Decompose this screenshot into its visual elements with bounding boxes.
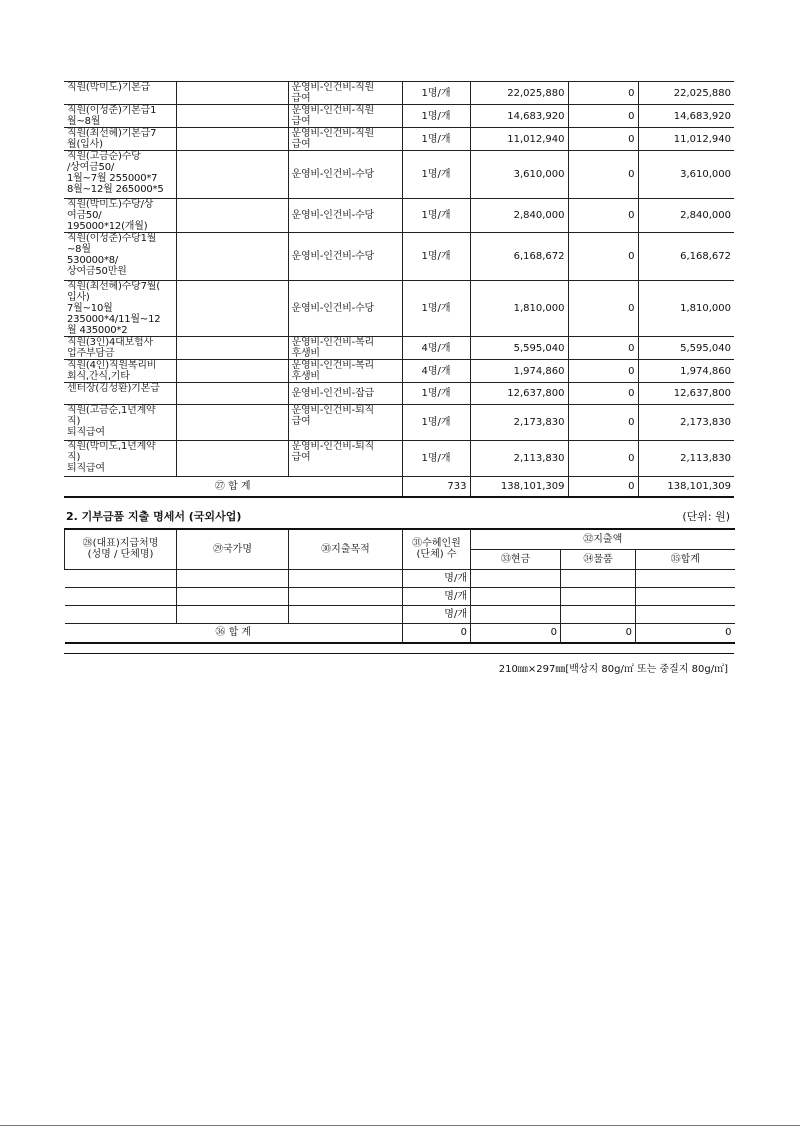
item-label: 직원(최선혜)기본급7 월(입사)	[64, 128, 176, 151]
paper-spec: 210㎜×297㎜[백상지 80g/㎡ 또는 중질지 80g/㎡]	[498, 664, 728, 675]
account-cell: 운영비-인건비-직원 급여	[288, 105, 402, 128]
total-goods: 0	[568, 477, 638, 497]
table-row	[64, 82, 734, 105]
blank-cell	[176, 82, 288, 105]
table-row	[64, 337, 734, 360]
goods-cell: 0	[568, 233, 638, 281]
total-cell: 2,840,000	[638, 199, 734, 233]
double-rule	[64, 653, 734, 654]
blank-cell	[176, 441, 288, 477]
goods-cell: 0	[568, 441, 638, 477]
goods-cell: 0	[568, 383, 638, 405]
item-label: 직원(박미도)기본급	[64, 82, 176, 105]
header-goods: ㉞물품	[561, 549, 636, 569]
item-label: 센터장(김성환)기본급	[64, 383, 176, 405]
account-cell: 운영비-인건비-수당	[288, 281, 402, 337]
account-cell: 운영비-인건비-수당	[288, 199, 402, 233]
total-beneficiaries: 0	[403, 623, 471, 643]
header-sum: ㉟합계	[636, 549, 735, 569]
goods-cell: 0	[568, 405, 638, 441]
header-expense: ㉜지출액	[471, 529, 735, 549]
total-label: ㉗ 합 계	[64, 477, 402, 497]
blank-cell	[176, 360, 288, 383]
goods-cell	[561, 605, 636, 623]
unit-label: (단위: 원)	[682, 510, 730, 523]
blank-cell	[176, 233, 288, 281]
amount-cell: 12,637,800	[470, 383, 568, 405]
quantity-cell: 1명/개	[402, 82, 470, 105]
blank-cell	[176, 128, 288, 151]
header-recipient: ㉘(대표)지급처명 (성명 / 단체명)	[65, 529, 177, 569]
item-label: 직원(최선혜)수당7월( 입사) 7월~10월 235000*4/11월~12 월 435000*2	[64, 281, 176, 337]
blank-cell	[176, 105, 288, 128]
goods-cell: 0	[568, 281, 638, 337]
recipient-cell	[65, 587, 177, 605]
quantity-cell: 1명/개	[402, 128, 470, 151]
goods-cell: 0	[568, 128, 638, 151]
cash-cell	[471, 587, 561, 605]
total-sum: 0	[636, 623, 735, 643]
beneficiaries-cell: 명/개	[403, 569, 471, 587]
total-cash: 0	[471, 623, 561, 643]
total-cell: 1,810,000	[638, 281, 734, 337]
account-cell: 운영비-인건비-복리 후생비	[288, 337, 402, 360]
quantity-cell: 1명/개	[402, 383, 470, 405]
blank-cell	[176, 383, 288, 405]
page-footer-rule	[0, 1125, 800, 1126]
table-row	[65, 569, 735, 587]
table-row	[64, 441, 734, 477]
account-cell: 운영비-인건비-퇴직 급여	[288, 441, 402, 477]
quantity-cell: 1명/개	[402, 441, 470, 477]
blank-cell	[176, 151, 288, 199]
account-cell: 운영비-인건비-복리 후생비	[288, 360, 402, 383]
item-label: 직원(박미도)수당/상 여금50/ 195000*12(개월)	[64, 199, 176, 233]
table-row	[65, 605, 735, 623]
cash-cell	[471, 605, 561, 623]
quantity-cell: 1명/개	[402, 281, 470, 337]
purpose-cell	[289, 605, 403, 623]
table-row	[65, 587, 735, 605]
table-row	[64, 405, 734, 441]
goods-cell: 0	[568, 337, 638, 360]
goods-cell: 0	[568, 105, 638, 128]
country-cell	[177, 587, 289, 605]
header-beneficiaries: ㉛수혜인원 (단체) 수	[403, 529, 471, 569]
total-quantity: 733	[402, 477, 470, 497]
header-country: ㉙국가명	[177, 529, 289, 569]
goods-cell: 0	[568, 360, 638, 383]
item-label: 직원(고금순)수당 /상여금50/ 1월~7월 255000*7 8월~12월 265000*5	[64, 151, 176, 199]
amount-cell: 2,840,000	[470, 199, 568, 233]
quantity-cell: 4명/개	[402, 337, 470, 360]
total-cell: 5,595,040	[638, 337, 734, 360]
amount-cell: 5,595,040	[470, 337, 568, 360]
country-cell	[177, 605, 289, 623]
item-label: 직원(이성준)수당1월 ~8월 530000*8/ 상여금50만원	[64, 233, 176, 281]
goods-cell: 0	[568, 199, 638, 233]
total-total: 138,101,309	[638, 477, 734, 497]
amount-cell: 1,810,000	[470, 281, 568, 337]
goods-cell	[561, 569, 636, 587]
account-cell: 운영비-인건비-직원 급여	[288, 82, 402, 105]
account-cell: 운영비-인건비-수당	[288, 233, 402, 281]
sum-cell	[636, 605, 735, 623]
blank-cell	[176, 199, 288, 233]
header-purpose: ㉚지출목적	[289, 529, 403, 569]
beneficiaries-cell: 명/개	[403, 605, 471, 623]
table-row	[64, 383, 734, 405]
quantity-cell: 1명/개	[402, 233, 470, 281]
table-row	[64, 105, 734, 128]
table-row	[64, 151, 734, 199]
item-label: 직원(박미도,1년계약 직) 퇴직급여	[64, 441, 176, 477]
item-label: 직원(4인)직원복리비 회식,간식,기타	[64, 360, 176, 383]
total-cell: 6,168,672	[638, 233, 734, 281]
total-goods: 0	[561, 623, 636, 643]
amount-cell: 2,173,830	[470, 405, 568, 441]
amount-cell: 6,168,672	[470, 233, 568, 281]
total-cell: 11,012,940	[638, 128, 734, 151]
quantity-cell: 1명/개	[402, 151, 470, 199]
amount-cell: 14,683,920	[470, 105, 568, 128]
account-cell: 운영비-인건비-퇴직 급여	[288, 405, 402, 441]
goods-cell: 0	[568, 151, 638, 199]
quantity-cell: 4명/개	[402, 360, 470, 383]
recipient-cell	[65, 569, 177, 587]
account-cell: 운영비-인건비-직원 급여	[288, 128, 402, 151]
account-cell: 운영비-인건비-수당	[288, 151, 402, 199]
total-cell: 2,113,830	[638, 441, 734, 477]
quantity-cell: 1명/개	[402, 105, 470, 128]
total-cell: 14,683,920	[638, 105, 734, 128]
sum-cell	[636, 569, 735, 587]
total-amount: 138,101,309	[470, 477, 568, 497]
quantity-cell: 1명/개	[402, 199, 470, 233]
total-label: ㊱ 합 계	[65, 623, 403, 643]
item-label: 직원(이성준)기본급1 월~8월	[64, 105, 176, 128]
beneficiaries-cell: 명/개	[403, 587, 471, 605]
table-row	[64, 360, 734, 383]
purpose-cell	[289, 587, 403, 605]
total-cell: 2,173,830	[638, 405, 734, 441]
amount-cell: 11,012,940	[470, 128, 568, 151]
purpose-cell	[289, 569, 403, 587]
amount-cell: 2,113,830	[470, 441, 568, 477]
goods-cell: 0	[568, 82, 638, 105]
section-2-title: 2. 기부금품 지출 명세서 (국외사업)	[66, 510, 242, 523]
amount-cell: 1,974,860	[470, 360, 568, 383]
item-label: 직원(3인)4대보험사 업주부담금	[64, 337, 176, 360]
expense-detail-table	[64, 81, 734, 498]
account-cell: 운영비-인건비-잡급	[288, 383, 402, 405]
amount-cell: 22,025,880	[470, 82, 568, 105]
item-label: 직원(고금순,1년계약 직) 퇴직급여	[64, 405, 176, 441]
quantity-cell: 1명/개	[402, 405, 470, 441]
cash-cell	[471, 569, 561, 587]
table-row	[64, 199, 734, 233]
total-row	[65, 623, 735, 643]
blank-cell	[176, 281, 288, 337]
country-cell	[177, 569, 289, 587]
total-cell: 1,974,860	[638, 360, 734, 383]
table-row	[64, 233, 734, 281]
blank-cell	[176, 337, 288, 360]
sum-cell	[636, 587, 735, 605]
goods-cell	[561, 587, 636, 605]
total-cell: 3,610,000	[638, 151, 734, 199]
header-cash: ㉝현금	[471, 549, 561, 569]
table-row	[64, 128, 734, 151]
recipient-cell	[65, 605, 177, 623]
amount-cell: 3,610,000	[470, 151, 568, 199]
total-cell: 12,637,800	[638, 383, 734, 405]
overseas-donation-table	[64, 528, 735, 644]
blank-cell	[176, 405, 288, 441]
total-cell: 22,025,880	[638, 82, 734, 105]
table-row	[64, 281, 734, 337]
total-row	[64, 477, 734, 497]
